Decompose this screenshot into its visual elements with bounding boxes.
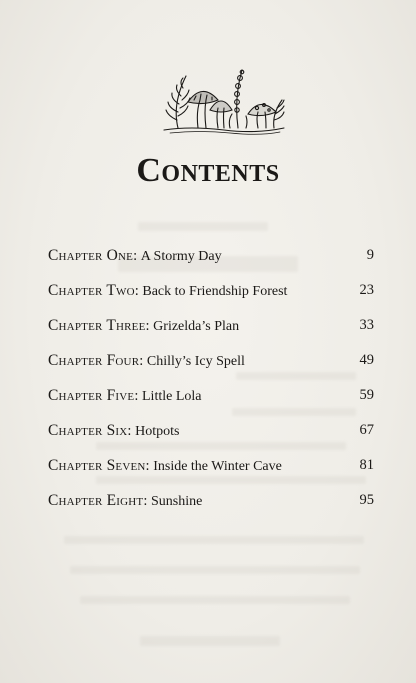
- chapter-title: Hotpots: [135, 424, 180, 439]
- toc-row-chapter-two[interactable]: Chapter Two: Back to Friendship Forest 23: [48, 273, 374, 308]
- toc-row-chapter-three[interactable]: Chapter Three: Grizelda’s Plan 33: [48, 308, 374, 343]
- chapter-page-number: 23: [359, 282, 374, 298]
- mushroom-fern-vignette-icon: [160, 64, 288, 138]
- chapter-page-number: 33: [359, 317, 374, 333]
- chapter-page-number: 49: [359, 352, 374, 368]
- chapter-label: Chapter Two: [48, 282, 135, 299]
- toc-row-chapter-seven[interactable]: Chapter Seven: Inside the Winter Cave 81: [48, 448, 374, 483]
- toc-row-chapter-one[interactable]: Chapter One: A Stormy Day 9: [48, 238, 374, 273]
- chapter-page-number: 67: [359, 422, 374, 438]
- chapter-label: Chapter Three: [48, 317, 146, 334]
- chapter-page-number: 81: [359, 457, 374, 473]
- chapter-label: Chapter Six: [48, 422, 128, 439]
- chapter-title: Inside the Winter Cave: [153, 459, 282, 474]
- toc-row-chapter-four[interactable]: Chapter Four: Chilly’s Icy Spell 49: [48, 343, 374, 378]
- chapter-title: A Stormy Day: [140, 249, 222, 264]
- toc-row-chapter-six[interactable]: Chapter Six: Hotpots 67: [48, 413, 374, 448]
- page-title: Contents: [136, 152, 280, 189]
- chapter-title: Sunshine: [151, 494, 203, 509]
- chapter-page-number: 9: [366, 247, 374, 263]
- chapter-page-number: 59: [359, 387, 374, 403]
- chapter-title: Chilly’s Icy Spell: [146, 354, 245, 369]
- chapter-label: Chapter Eight: [48, 492, 144, 509]
- toc-row-chapter-eight[interactable]: Chapter Eight: Sunshine 95: [48, 483, 374, 518]
- chapter-label: Chapter Five: [48, 387, 135, 404]
- chapter-title: Back to Friendship Forest: [142, 284, 288, 299]
- chapter-label: Chapter Four: [48, 352, 140, 369]
- chapter-title: Little Lola: [142, 389, 202, 404]
- chapter-label: Chapter One: [48, 247, 134, 264]
- chapter-page-number: 95: [359, 492, 374, 508]
- toc-row-chapter-five[interactable]: Chapter Five: Little Lola 59: [48, 378, 374, 413]
- chapter-title: Grizelda’s Plan: [153, 319, 240, 334]
- table-of-contents: [48, 238, 374, 518]
- chapter-label: Chapter Seven: [48, 457, 146, 474]
